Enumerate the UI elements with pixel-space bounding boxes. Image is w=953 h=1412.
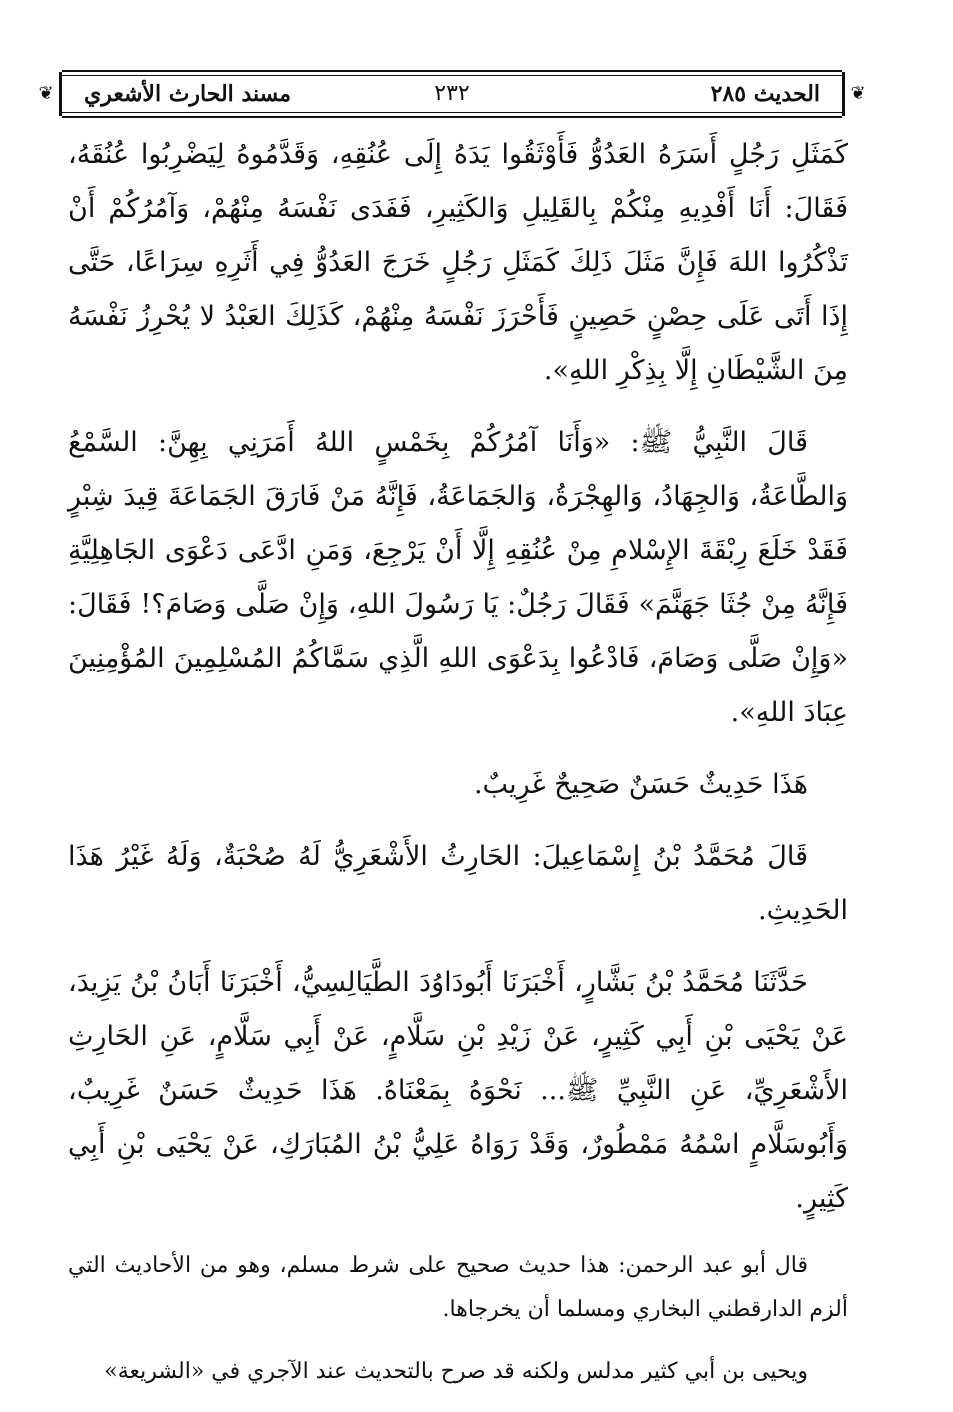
editor-comment-2: ويحيى بن أبي كثير مدلس ولكنه قد صرح بالتحديث عند الآجري في «الشريعة» xyxy=(104,1359,808,1384)
bukhari-note: قَالَ مُحَمَّدُ بْنُ إِسْمَاعِيلَ: الحَارِثُ الأَشْعَرِيُّ لَهُ صُحْبَةٌ، وَلَهُ غَيْرُ هَذَا الحَدِيثِ. xyxy=(68,841,848,926)
hadith-text-continuation: كَمَثَلِ رَجُلٍ أَسَرَهُ العَدُوُّ فَأَوْثَقُوا يَدَهُ إِلَى عُنُقِهِ، وَقَدَّمُوهُ لِيَضْرِبُوا عُنُقَهُ، فَقَالَ: أَنَا أَفْدِيهِ مِنْكُمْ بِالقَلِيلِ وَالكَثِيرِ، فَفَدَى نَفْسَهُ مِنْهُمْ، وَآمُرُكُمْ أَنْ تَذْكُرُوا اللهَ فَإِنَّ مَثَلَ ذَلِكَ كَمَثَلِ رَجُلٍ خَرَجَ العَدُوُّ فِي أَثَرِهِ سِرَاعًا، حَتَّى إِذَا أَتَى عَلَى حِصْنٍ حَصِينٍ فَأَحْرَزَ نَفْسَهُ مِنْهُمْ، كَذَلِكَ العَبْدُ لا يُحْرِزُ نَفْسَهُ مِنَ الشَّيْطَانِ إِلَّا بِذِكْرِ اللهِ». xyxy=(68,139,848,386)
isnad-paragraph: حَدَّثَنَا مُحَمَّدُ بْنُ بَشَّارٍ، أَخْبَرَنَا أَبُودَاوُدَ الطَّيَالِسِيُّ، أَخْبَرَنَا أَبَانُ بْنُ يَزِيدَ، عَنْ يَحْيَى بْنِ أَبِي كَثِيرٍ، عَنْ زَيْدِ بْنِ سَلَّامٍ، عَنْ أَبِي سَلَّامٍ، عَنِ الحَارِثِ الأَشْعَرِيِّ، عَنِ النَّبِيِّ ﷺ... نَحْوَهُ بِمَعْنَاهُ. هَذَا حَدِيثٌ حَسَنٌ غَرِيبٌ، وَأَبُوسَلَّامٍ اسْمُهُ مَمْطُورٌ، وَقَدْ رَوَاهُ عَلِيُّ بْنُ المُبَارَكِ، عَنْ يَحْيَى بْنِ أَبِي كَثِيرٍ. xyxy=(68,967,848,1214)
hadith-text-prophet-saying: قَالَ النَّبِيُّ ﷺ: «وَأَنَا آمُرُكُمْ بِخَمْسٍ اللهُ أَمَرَنِي بِهِنَّ: السَّمْعُ وَالطَّاعَةُ، وَالجِهَادُ، وَالهِجْرَةُ، وَالجَمَاعَةُ، فَإِنَّهُ مَنْ فَارَقَ الجَمَاعَةَ قِيدَ شِبْرٍ فَقَدْ خَلَعَ رِبْقَةَ الإِسْلامِ مِنْ عُنُقِهِ إِلَّا أَنْ يَرْجِعَ، وَمَنِ ادَّعَى دَعْوَى الجَاهِلِيَّةِ فَإِنَّهُ مِنْ جُثَا جَهَنَّمَ» فَقَالَ رَجُلٌ: يَا رَسُولَ اللهِ، وَإِنْ صَلَّى وَصَامَ؟! فَقَالَ: «وَإِنْ صَلَّى وَصَامَ، فَادْعُوا بِدَعْوَى اللهِ الَّذِي سَمَّاكُمُ المُسْلِمِينَ المُؤْمِنِينَ عِبَادَ اللهِ». xyxy=(68,427,848,728)
ornament-left-icon: ❦ xyxy=(32,72,60,116)
editor-comment: قال أبو عبد الرحمن: هذا حديث صحيح على شرط مسلم، وهو من الأحاديث التي ألزم الدارقطني البخاري ومسلما أن يخرجاها. xyxy=(68,1253,848,1322)
page-number: ٢٣٢ xyxy=(434,81,470,106)
hadith-label: الحديث ٢٨٥ xyxy=(710,81,820,107)
book-title: مسند الحارث الأشعري xyxy=(84,81,292,107)
hadith-grading: هَذَا حَدِيثٌ حَسَنٌ صَحِيحٌ غَرِيبٌ. xyxy=(473,769,808,800)
ornament-right-icon: ❦ xyxy=(844,72,872,116)
page-body xyxy=(68,128,848,1412)
running-header xyxy=(38,70,866,118)
